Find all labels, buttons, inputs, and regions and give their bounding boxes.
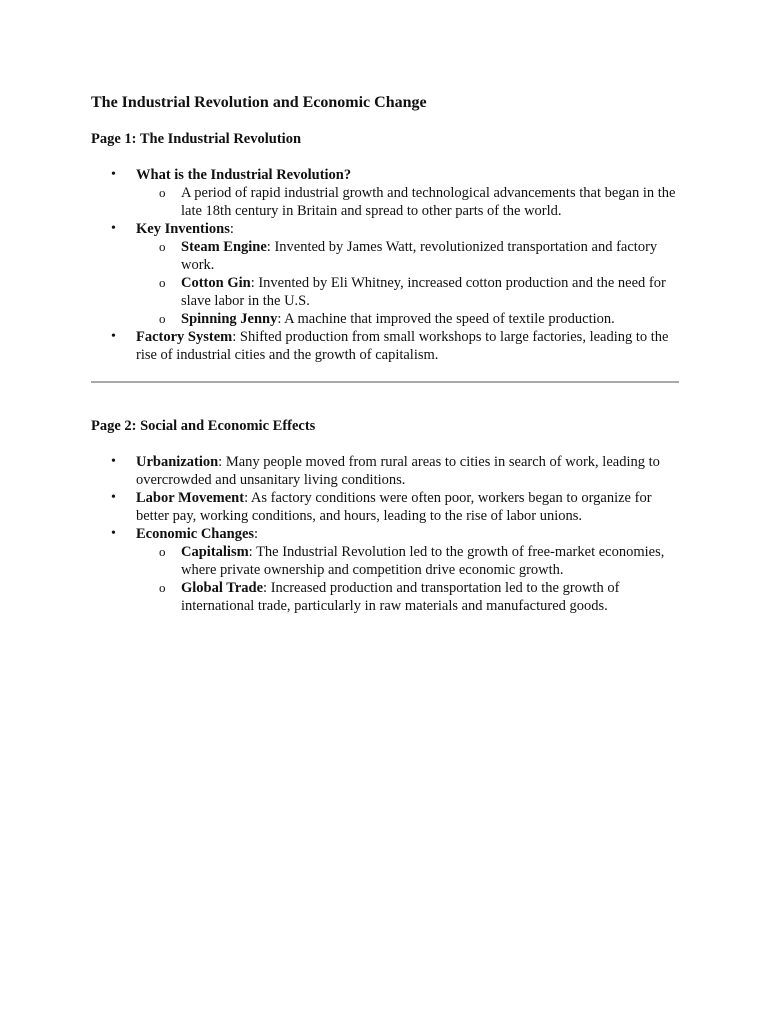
sub-list-item	[136, 579, 683, 615]
item-text: : A machine that improved the speed of textile production.	[277, 311, 615, 327]
item-text: :	[254, 526, 259, 542]
sub-list-item	[136, 238, 683, 274]
item-text: :	[229, 221, 234, 237]
item-text: : Invented by Eli Whitney, increased cotton production and the need for slave labor in the U.S.	[181, 275, 666, 309]
page2-bullet-list	[91, 453, 683, 615]
document-page	[91, 92, 683, 615]
item-term: Spinning Jenny	[181, 311, 278, 327]
list-item	[91, 328, 683, 364]
section-heading-page1: Page 1: The Industrial Revolution	[91, 131, 302, 147]
sub-list-item	[136, 184, 683, 220]
item-text: : Many people moved from rural areas to cities in search of work, leading to overcrowded and unsanitary living conditions.	[136, 454, 660, 488]
item-text: : Increased production and transportation led to the growth of international trade, particularly in raw materials and manufactured goods.	[181, 580, 620, 614]
item-term: Cotton Gin	[181, 275, 251, 291]
item-text: A period of rapid industrial growth and technological advancements that began in the late 18th century in Britain and spread to other parts of the world.	[181, 185, 676, 219]
item-term: Steam Engine	[181, 239, 267, 255]
sub-list-item	[136, 543, 683, 579]
list-item	[91, 489, 683, 525]
list-item	[91, 525, 683, 615]
sub-list-item	[136, 310, 683, 328]
section-heading-page2: Page 2: Social and Economic Effects	[91, 418, 316, 434]
item-text: : Invented by James Watt, revolutionized transportation and factory work.	[181, 239, 658, 273]
list-item	[91, 453, 683, 489]
item-text: : The Industrial Revolution led to the growth of free-market economies, where private ownership and competition drive economic growth.	[181, 544, 665, 578]
list-item	[91, 166, 683, 220]
section-divider	[91, 381, 679, 383]
list-item	[91, 220, 683, 328]
item-term: What is the Industrial Revolution?	[136, 167, 352, 183]
item-term: Urbanization	[136, 454, 219, 470]
sub-list-item	[136, 274, 683, 310]
item-term: Global Trade	[181, 580, 264, 596]
item-term: Labor Movement	[136, 490, 245, 506]
sub-list	[136, 184, 683, 220]
item-term: Capitalism	[181, 544, 249, 560]
item-term: Economic Changes	[136, 526, 255, 542]
item-text: : Shifted production from small workshops to large factories, leading to the rise of industrial cities and the growth of capitalism.	[136, 329, 669, 363]
item-text: : As factory conditions were often poor, workers began to organize for better pay, working conditions, and hours, leading to the rise of labor unions.	[136, 490, 652, 524]
sub-list	[136, 543, 683, 615]
document-title: The Industrial Revolution and Economic Change	[91, 94, 427, 111]
item-term: Key Inventions	[136, 221, 230, 237]
sub-list	[136, 238, 683, 328]
item-term: Factory System	[136, 329, 233, 345]
page1-bullet-list	[91, 166, 683, 364]
